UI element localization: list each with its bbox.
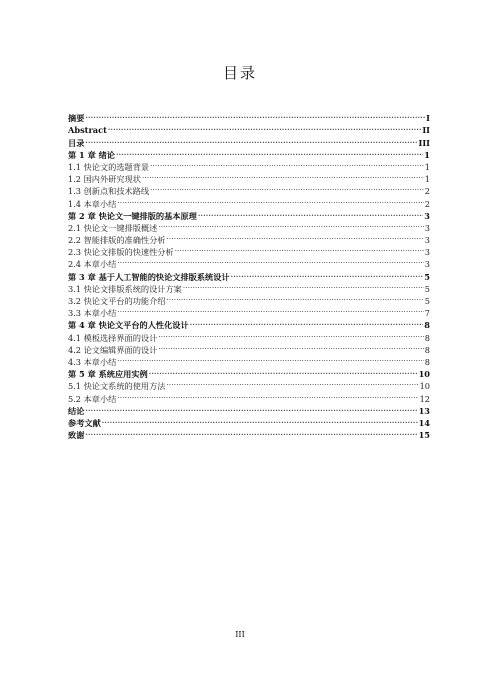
toc-entry-page: 2: [424, 198, 430, 209]
toc-entry[interactable]: [68, 414, 430, 426]
toc-leader-dots: [198, 207, 423, 219]
toc-leader-dots: [85, 402, 417, 414]
toc-entry-label: 目录: [68, 137, 85, 148]
table-of-contents: [68, 109, 430, 441]
toc-entry-page: 3: [424, 210, 430, 221]
toc-leader-dots: [150, 182, 424, 194]
toc-leader-dots: [117, 304, 423, 316]
toc-leader-dots: [167, 377, 419, 389]
toc-entry-label: 第 2 章 快论文一键排版的基本原理: [68, 210, 197, 221]
toc-entry[interactable]: [68, 133, 430, 148]
toc-entry-page: 10: [419, 381, 430, 392]
toc-entry-label: 4.3 本章小结: [68, 356, 117, 367]
toc-entry-label: 3.3 本章小结: [68, 308, 117, 319]
toc-leader-dots: [117, 389, 418, 401]
toc-entry-label: 4.1 模板选择界面的设计: [68, 332, 158, 343]
toc-entry[interactable]: [68, 402, 430, 414]
toc-entry-page: II: [422, 125, 430, 136]
toc-entry[interactable]: [68, 389, 430, 404]
toc-leader-dots: [158, 328, 423, 340]
toc-entry[interactable]: [68, 267, 430, 282]
toc-leader-dots: [190, 316, 424, 328]
toc-entry-page: 3: [424, 247, 430, 258]
toc-entry-page: 8: [424, 332, 430, 343]
toc-entry-label: 2.2 智能排版的准确性分析: [68, 235, 166, 246]
toc-entry-label: Abstract: [68, 125, 107, 136]
toc-entry-page: I: [426, 113, 430, 124]
toc-leader-dots: [117, 194, 423, 206]
toc-entry-page: 13: [418, 405, 430, 416]
toc-entry-page: 5: [424, 296, 430, 306]
toc-entry-page: 5: [424, 283, 430, 294]
toc-entry-page: 3: [424, 222, 430, 233]
toc-leader-dots: [183, 280, 424, 292]
toc-leader-dots: [175, 243, 424, 255]
toc-leader-dots: [231, 267, 424, 279]
toc-entry-label: 参考文献: [68, 417, 101, 428]
toc-entry[interactable]: [68, 194, 430, 209]
toc-entry-label: 2.1 快论文一键排版概述: [68, 222, 158, 233]
toc-entry[interactable]: [68, 121, 430, 136]
toc-entry-page: 14: [418, 417, 430, 428]
page-title: 目录: [222, 64, 257, 82]
toc-entry[interactable]: [68, 316, 430, 331]
toc-entry[interactable]: [68, 146, 430, 158]
toc-entry-label: 1.3 创新点和技术路线: [68, 186, 150, 197]
toc-leader-dots: [102, 414, 418, 426]
toc-entry-page: 1: [424, 174, 430, 185]
toc-entry-label: 2.4 本章小结: [68, 259, 117, 270]
toc-entry[interactable]: [68, 365, 430, 380]
toc-entry-page: 7: [424, 308, 430, 319]
toc-entry[interactable]: [68, 158, 430, 170]
toc-entry[interactable]: [68, 255, 430, 270]
toc-entry-label: 1.4 本章小结: [68, 198, 117, 209]
toc-entry-label: 第 5 章 系统应用实例: [68, 369, 148, 380]
toc-entry-page: 1: [424, 149, 430, 160]
toc-entry-page: 5: [424, 271, 430, 282]
toc-entry-page: 8: [424, 344, 430, 355]
toc-entry-label: 致谢: [68, 430, 85, 441]
toc-leader-dots: [116, 146, 423, 158]
page-number-footer: III: [235, 630, 245, 639]
toc-entry[interactable]: [68, 304, 430, 319]
toc-entry-label: 5.2 本章小结: [68, 393, 117, 404]
toc-entry-page: 2: [424, 186, 430, 197]
toc-leader-dots: [150, 158, 424, 170]
toc-entry[interactable]: [68, 207, 430, 219]
toc-leader-dots: [117, 255, 423, 267]
toc-leader-dots: [85, 426, 417, 438]
toc-entry-label: 5.1 快论文系统的使用方法: [68, 381, 166, 392]
toc-entry-label: 4.2 论文编辑界面的设计: [68, 344, 158, 355]
toc-leader-dots: [167, 292, 424, 304]
toc-leader-dots: [158, 219, 423, 231]
toc-entry-page: 10: [418, 369, 430, 380]
toc-entry-page: 8: [424, 320, 430, 331]
toc-leader-dots: [117, 353, 423, 365]
toc-entry-label: 结论: [68, 405, 85, 416]
toc-entry-label: 摘要: [68, 113, 85, 124]
toc-leader-dots: [167, 231, 424, 243]
toc-entry-label: 1.1 快论文的选题背景: [68, 161, 150, 172]
toc-entry[interactable]: [68, 109, 430, 124]
toc-entry-label: 第 3 章 基于人工智能的快论文排版系统设计: [68, 271, 230, 282]
toc-entry-label: 第 4 章 快论文平台的人性化设计: [68, 320, 189, 331]
toc-entry-label: 3.2 快论文平台的功能介绍: [68, 296, 166, 306]
toc-entry-label: 第 1 章 绪论: [68, 149, 115, 160]
toc-entry-label: 1.2 国内外研究现状: [68, 174, 141, 185]
toc-leader-dots: [149, 365, 418, 377]
toc-entry[interactable]: [68, 353, 430, 365]
toc-entry-page: 3: [424, 235, 430, 246]
toc-entry[interactable]: [68, 426, 430, 441]
toc-entry-page: 3: [424, 259, 430, 270]
toc-entry-page: III: [418, 137, 430, 148]
toc-leader-dots: [85, 133, 417, 145]
toc-entry-page: 1: [424, 161, 430, 172]
toc-leader-dots: [108, 121, 421, 133]
toc-entry-label: 2.3 快论文排版的快速性分析: [68, 247, 174, 258]
toc-entry-page: 15: [418, 430, 430, 441]
toc-entry-page: 12: [419, 393, 430, 404]
toc-leader-dots: [158, 341, 423, 353]
toc-leader-dots: [85, 109, 425, 121]
toc-entry-label: 3.1 快论文排版系统的设计方案: [68, 283, 182, 294]
toc-entry-page: 8: [424, 356, 430, 367]
toc-leader-dots: [142, 170, 424, 182]
